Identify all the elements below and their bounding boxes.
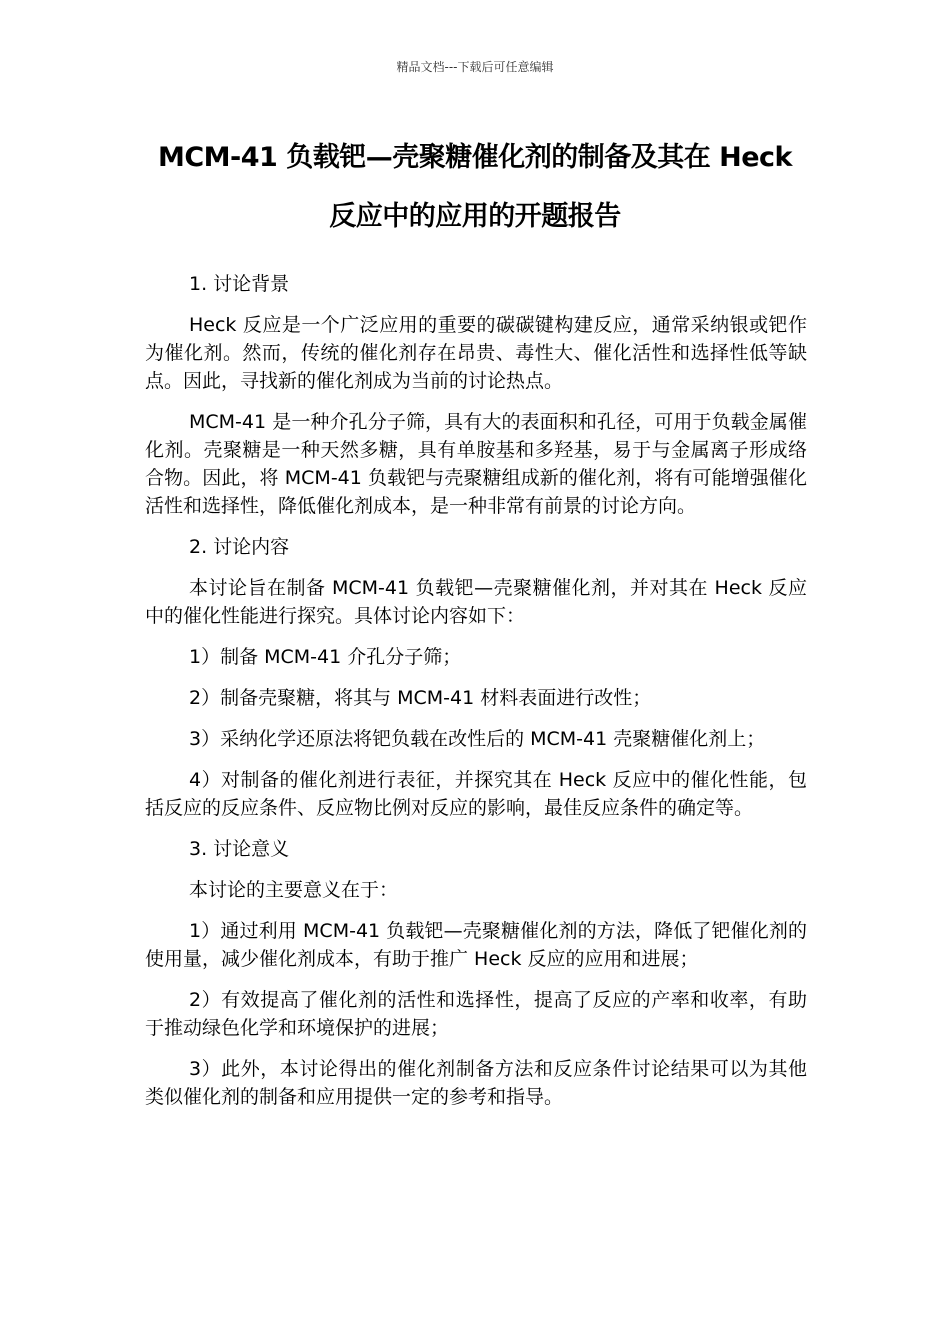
paragraph: 本讨论的主要意义在于： [189, 879, 399, 901]
paragraph: MCM-41 是一种介孔分子筛，具有大的表面积和孔径，可用于负载金属催化剂。壳聚糖是一种天然多糖，具有单胺基和多羟基，易于与金属离子形成络合物。因此，将 MCM-41 负载钯与壳聚糖组成新的催化剂，将有可能增强催化活性和选择性，降低催化剂成本，是一种非常有前景的讨论方向。 [145, 411, 807, 517]
list-item: 1）通过利用 MCM-41 负载钯—壳聚糖催化剂的方法，降低了钯催化剂的使用量，减少催化剂成本，有助于推广 Heck 反应的应用和进展； [145, 920, 807, 970]
list-item: 4）对制备的催化剂进行表征，并探究其在 Heck 反应中的催化性能，包括反应的反应条件、反应物比例对反应的影响，最佳反应条件的确定等。 [145, 769, 807, 819]
list-item: 2）有效提高了催化剂的活性和选择性，提高了反应的产率和收率，有助于推动绿色化学和环境保护的进展； [145, 989, 807, 1039]
paragraph: 本讨论旨在制备 MCM-41 负载钯—壳聚糖催化剂，并对其在 Heck 反应中的催化性能进行探究。具体讨论内容如下： [145, 577, 807, 627]
header-note: 精品文档---下载后可任意编辑 [396, 60, 554, 74]
document-body [145, 270, 807, 1124]
list-item: 1）制备 MCM-41 介孔分子筛； [189, 646, 462, 668]
document-title: MCM-41 负载钯—壳聚糖催化剂的制备及其在 Heck 反应中的应用的开题报告 [158, 142, 792, 232]
section-heading-significance: 3. 讨论意义 [189, 838, 290, 860]
list-item: 3）采纳化学还原法将钯负载在改性后的 MCM-41 壳聚糖催化剂上； [189, 728, 766, 750]
section-heading-content: 2. 讨论内容 [189, 536, 290, 558]
list-item: 3）此外，本讨论得出的催化剂制备方法和反应条件讨论结果可以为其他类似催化剂的制备和应用提供一定的参考和指导。 [145, 1058, 807, 1108]
section-heading-background: 1. 讨论背景 [189, 273, 290, 295]
list-item: 2）制备壳聚糖，将其与 MCM-41 材料表面进行改性； [189, 687, 652, 709]
paragraph: Heck 反应是一个广泛应用的重要的碳碳键构建反应，通常采纳银或钯作为催化剂。然而，传统的催化剂存在昂贵、毒性大、催化活性和选择性低等缺点。因此，寻找新的催化剂成为当前的讨论热点。 [145, 314, 807, 392]
